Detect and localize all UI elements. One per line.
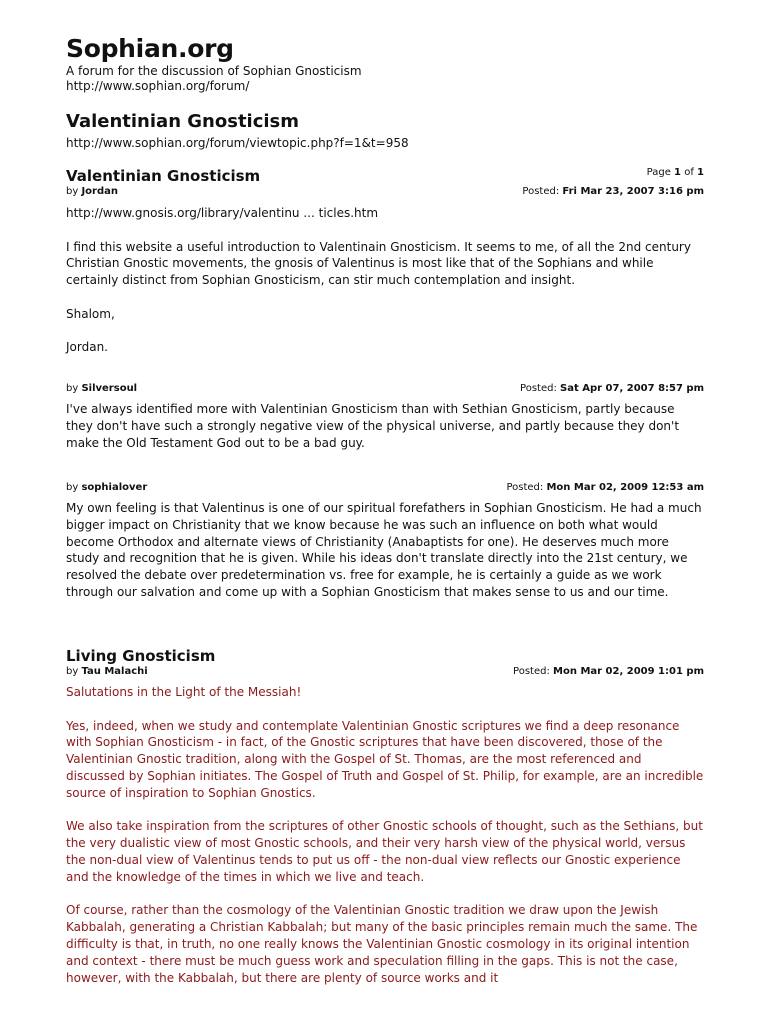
post-title: Valentinian Gnosticism [66,167,261,185]
site-title: Sophian.org [66,34,234,63]
by-label: by [66,666,79,677]
post-author-line [66,482,147,493]
post-paragraph: Shalom, [66,306,115,321]
pagination [647,167,704,178]
post-body [66,500,704,601]
post-date: Mon Mar 02, 2009 12:53 am [546,482,704,493]
post-author: Jordan [81,186,119,197]
post-date-line [520,383,704,394]
by-label: by [66,482,79,493]
post-author: sophialover [81,482,148,493]
post-date-line [506,482,704,493]
post-paragraph: My own feeling is that Valentinus is one of our spiritual forefathers in Sophian Gnosticism. He had a much bigger impact on Christianity that we know because he was such an influence on both what would become Orthodox and alternate views of Christianity (Anabaptists for one). He deserves much more study and recognition that he is given. While his ideas don't translate directly into the 21st century, we resolved the debate over predetermination vs. free for example, he is certainly a guide as we work through our salvation and come up with a Sophian Gnosticism that makes sense to us and our time. [66,501,702,599]
post-meta [66,186,704,197]
post-author-line [66,666,148,677]
post-paragraph: Of course, rather than the cosmology of the Valentinian Gnostic tradition we draw upon the Jewish Kabbalah, generating a Christian Kabbalah; but many of the basic principles remain much the same. The difficulty is that, in truth, no one really knows the Valentinian Gnostic cosmology in its original intention and context - there must be much guess work and speculation filling in the gaps. This is not the case, however, with the Kabbalah, but there are plenty of source works and it [66,903,698,985]
post-meta [66,383,704,394]
topic-title: Valentinian Gnosticism [66,111,300,132]
post-title: Living Gnosticism [66,647,216,665]
post-author-line [66,186,118,197]
post-body [66,684,704,986]
posted-label: Posted: [522,186,560,197]
pagination-prefix: Page [646,167,671,178]
post-meta [66,666,704,677]
pagination-sep: of [684,167,694,178]
post-date: Mon Mar 02, 2009 1:01 pm [553,666,704,677]
post-author: Tau Malachi [81,666,148,677]
site-url: http://www.sophian.org/forum/ [66,79,250,93]
post-paragraph: Yes, indeed, when we study and contemplate Valentinian Gnostic scriptures we find a deep resonance with Sophian Gnosticism - in fact, of the Gnostic scriptures that have been discovered, those of the Valentinian Gnostic tradition, along with the Gospel of St. Thomas, are the most referenced and discussed by Sophian initiates. The Gospel of Truth and Gospel of St. Philip, for example, are an incredible source of inspiration to Sophian Gnostics. [66,718,704,800]
post-paragraph: Salutations in the Light of the Messiah! [66,685,302,699]
topic-url: http://www.sophian.org/forum/viewtopic.php?f=1&t=958 [66,136,409,150]
by-label: by [66,383,79,394]
by-label: by [66,186,79,197]
post-date-line [522,186,704,197]
post-paragraph: I've always identified more with Valentinian Gnosticism than with Sethian Gnosticism, partly because they don't have such a strongly negative view of the physical universe, and partly because they don't make the Old Testament God out to be a bad guy. [66,402,680,450]
post-date: Fri Mar 23, 2007 3:16 pm [562,186,704,197]
site-description: A forum for the discussion of Sophian Gnosticism [66,64,362,78]
post-date: Sat Apr 07, 2007 8:57 pm [560,383,704,394]
post-paragraph: Jordan. [66,340,108,355]
post-meta [66,482,704,493]
post-date-line [513,666,704,677]
post-author-line [66,383,137,394]
pagination-total: 1 [697,167,704,178]
post-paragraph: http://www.gnosis.org/library/valentinu ... ticles.htm [66,206,379,220]
posted-label: Posted: [506,482,544,493]
post-body [66,205,704,356]
post-paragraph: We also take inspiration from the scriptures of other Gnostic schools of thought, such as the Sethians, but the very dualistic view of most Gnostic schools, and their very harsh view of the physical world, versus the non-dual view of Valentinus tends to put us off - the non-dual view reflects our Gnostic experience and the knowledge of the times in which we live and teach. [66,819,703,884]
posted-label: Posted: [520,383,557,394]
post-body [66,401,704,451]
post-author: Silversoul [81,383,138,394]
posted-label: Posted: [513,666,550,677]
post-paragraph: I find this website a useful introduction to Valentinain Gnosticism. It seems to me, of all the 2nd century Christian Gnostic movements, the gnosis of Valentinus is most like that of the Sophians and while certainly distinct from Sophian Gnosticism, can stir much contemplation and insight. [66,239,691,288]
pagination-current: 1 [674,167,682,178]
